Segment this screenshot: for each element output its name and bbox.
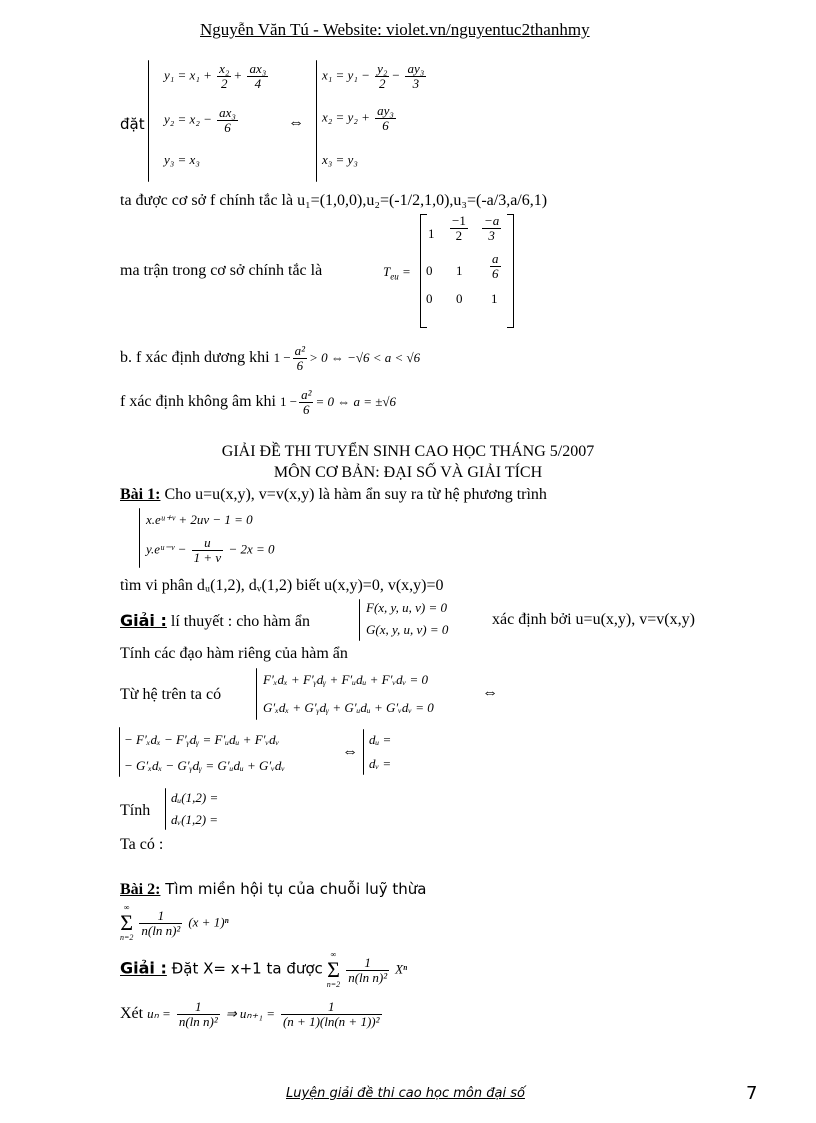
right-brace — [316, 60, 317, 182]
giai1-F: F(x, y, u, v) = 0 — [366, 600, 447, 615]
footer-text: Luyện giải đề thi cao học môn đại số — [286, 1086, 525, 1101]
giai1-iff1: ⇔ — [482, 684, 498, 701]
giai1-fg-brace — [359, 599, 360, 641]
giai1-intro: Giải : lí thuyết : cho hàm ẩn — [120, 611, 310, 630]
matrix-r1c2: $\frac{-1}{2}$ — [452, 213, 466, 243]
subst-left-row1: y₁ = x₁ + $\frac{\text{x₂}}{2}$ + $\frac{\text{ax₃}}{4}$ — [164, 61, 267, 91]
giai1-tinh-brace — [165, 788, 166, 830]
matrix-r1c3: $\frac{-a}{3}$ — [484, 213, 500, 243]
giai2-xet: Xét uₙ = $\frac{1}{\text{n(ln n)²}}$ ⇒ uₙ₊₁ = $\frac{1}{\text{(n + 1)(ln(n + 1))²}}$ — [120, 999, 380, 1029]
matrix-r3c1: 0 — [426, 291, 433, 306]
bai1-task: tìm vi phân dᵤ(1,2), dᵥ(1,2) biết u(x,y)=0, v(x,y)=0 — [120, 577, 444, 594]
giai1-t1: − F′ₓdₓ − F′ᵧdᵧ = F′ᵤdᵤ + F′ᵥdᵥ — [124, 732, 280, 747]
giai1-taco: Ta có : — [120, 836, 164, 853]
giai1-G: G(x, y, u, v) = 0 — [366, 622, 449, 637]
giai1-system-brace — [256, 668, 257, 720]
bai2-series: ∞ Σ n=2 $\frac{1}{\text{n(ln n)²}}$ (x + 1)ⁿ — [120, 903, 229, 942]
giai1-s1: F′ₓdₓ + F′ᵧdᵧ + F′ᵤdᵤ + F′ᵥdᵥ = 0 — [263, 672, 429, 687]
exam-title-line1: GIẢI ĐỀ THI TUYỂN SINH CAO HỌC THÁNG 5/2007 — [221, 443, 595, 460]
giai1-r2: dᵥ = — [369, 756, 392, 771]
matrix-r1c1: 1 — [428, 226, 435, 241]
bai1-eq2: y.eᵘ⁻ᵛ − $\frac{u}{1 + v}$ − 2x = 0 — [146, 535, 275, 565]
giai1-t2: − G′ₓdₓ − G′ᵧdᵧ = G′ᵤdᵤ + G′ᵥdᵥ — [124, 758, 286, 773]
giai1-r1: dᵤ = — [369, 732, 392, 747]
giai1-after: xác định bởi u=u(x,y), v=v(x,y) — [492, 611, 695, 628]
nonnegative-line: f xác định không âm khi 1 − $\frac{\text{a²}}{6}$ = 0 ⇔ a = ±√6 — [120, 387, 397, 417]
bai2-statement: Bài 2: Tìm miền hội tụ của chuỗi luỹ thừa — [120, 880, 427, 898]
basis-line: ta được cơ sở f chính tắc là u₁=(1,0,0),u₂=(-1/2,1,0),u₃=(-a/3,a/6,1) — [120, 192, 548, 209]
bai1-eq1: x.eᵘ⁺ᵛ + 2uv − 1 = 0 — [146, 512, 253, 527]
matrix-r3c3: 1 — [491, 291, 498, 306]
iff-symbol: ⇔ — [288, 114, 304, 131]
giai1-s2: G′ₓdₓ + G′ᵧdᵧ + G′ᵤdᵤ + G′ᵥdᵥ = 0 — [263, 700, 434, 715]
subst-right-row3: x₃ = y₃ — [322, 152, 358, 167]
subst-right-row1: x₁ = y₁ − $\frac{\text{y₂}}{2}$ − $\frac{\text{ay₃}}{3}$ — [322, 61, 425, 91]
positive-definite-line: b. f xác định dương khi 1 − $\frac{\text{a²}}{6}$ > 0 ⇔ −√6 < a < √6 — [120, 343, 421, 373]
subst-left-row2: y₂ = x₂ − $\frac{\text{ax₃}}{6}$ — [164, 105, 236, 135]
matrix-r2c1: 0 — [426, 263, 433, 278]
page-header: Nguyễn Văn Tú - Website: violet.vn/nguyentuc2thanhmy — [200, 20, 590, 39]
bai1-statement: Bài 1: Cho u=u(x,y), v=v(x,y) là hàm ẩn suy ra từ hệ phương trình — [120, 486, 547, 503]
matrix-r2c3: $\frac{a}{6}$ — [492, 251, 499, 281]
subst-label: đặt — [120, 115, 145, 133]
matrix-label: ma trận trong cơ sở chính tắc là — [120, 262, 323, 279]
giai1-result-brace — [363, 729, 364, 775]
giai1-iff2: ⇔ — [342, 743, 358, 760]
matrix-r3c2: 0 — [456, 291, 463, 306]
giai1-system2-brace — [119, 727, 120, 777]
matrix-right-bracket — [507, 214, 514, 328]
giai1-line2: Tính các đạo hàm riêng của hàm ẩn — [120, 645, 348, 662]
giai1-k1: dᵤ(1,2) = — [171, 790, 219, 805]
bai1-brace — [139, 508, 140, 568]
subst-right-row2: x₂ = y₂ + $\frac{\text{ay₃}}{6}$ — [322, 103, 394, 133]
giai1-k2: dᵥ(1,2) = — [171, 812, 219, 827]
matrix-name: $T_{eu}$ = — [383, 264, 411, 282]
giai2-line: Giải : Đặt X= x+1 ta được ∞ Σ n=2 $\frac{1}{\text{n(ln n)²}}$ Xⁿ — [120, 950, 408, 989]
giai1-tinh: Tính — [120, 802, 151, 819]
exam-title-line2: MÔN CƠ BẢN: ĐẠI SỐ VÀ GIẢI TÍCH — [273, 464, 543, 481]
left-brace — [148, 60, 149, 182]
subst-left-row3: y₃ = x₃ — [164, 152, 200, 167]
page-number: 7 — [746, 1083, 758, 1104]
matrix-r2c2: 1 — [456, 263, 463, 278]
giai1-tuhe: Từ hệ trên ta có — [120, 686, 222, 703]
